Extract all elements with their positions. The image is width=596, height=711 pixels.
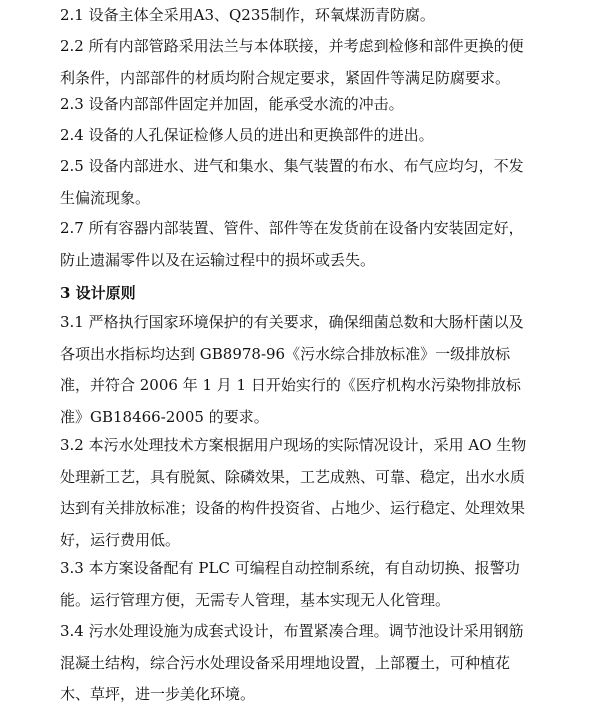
paragraph-3-3: 3.3 本方案设备配有 PLC 可编程自动控制系统，有自动切换、报警功能。运行管理方便，无需专人管理，基本实现无人化管理。 <box>60 559 520 609</box>
paragraph-3-2: 3.2 本污水处理技术方案根据用户现场的实际情况设计，采用 AO 生物处理新工艺，具有脱氮、除磷效果，工艺成熟、可靠、稳定，出水水质达到有关排放标准；设备的构件投资省、占地少、运行稳定、处理效果好，运行费用低。 <box>60 436 527 549</box>
paragraph-3-1: 3.1 严格执行国家环境保护的有关要求，确保细菌总数和大肠杆菌以及各项出水指标均达到 GB8978-96《污水综合排放标准》一级排放标准，并符合 2006 年 1 月 1 日开始实行的《医疗机构水污染物排放标准》GB18466-2005 的要求。 <box>60 313 524 426</box>
section-heading-3: 3 设计原则 <box>60 284 136 302</box>
paragraph-2-2: 2.2 所有内部管路采用法兰与本体联接，并考虑到检修和部件更换的便利条件，内部部件的材质均附合规定要求，紧固件等满足防腐要求。 <box>60 37 524 87</box>
paragraph-2-4: 2.4 设备的人孔保证检修人员的进出和更换部件的进出。 <box>60 126 434 144</box>
paragraph-2-5: 2.5 设备内部进水、进气和集水、集气装置的布水、布气应均匀，不发生偏流现象。 <box>60 157 524 207</box>
paragraph-2-1: 2.1 设备主体全采用A3、Q235制作，环氧煤沥青防腐。 <box>60 6 435 24</box>
paragraph-3-4: 3.4 污水处理设施为成套式设计，布置紧凑合理。调节池设计采用钢筋混凝土结构，综合污水处理设备采用埋地设置，上部覆土，可种植花木、草坪，进一步美化环境。 <box>60 622 524 703</box>
paragraph-2-7: 2.7 所有容器内部装置、管件、部件等在发货前在设备内安装固定好，防止遗漏零件以及在运输过程中的损坏或丢失。 <box>60 219 524 269</box>
paragraph-2-3: 2.3 设备内部部件固定并加固，能承受水流的冲击。 <box>60 95 404 113</box>
watermark <box>150 262 450 282</box>
